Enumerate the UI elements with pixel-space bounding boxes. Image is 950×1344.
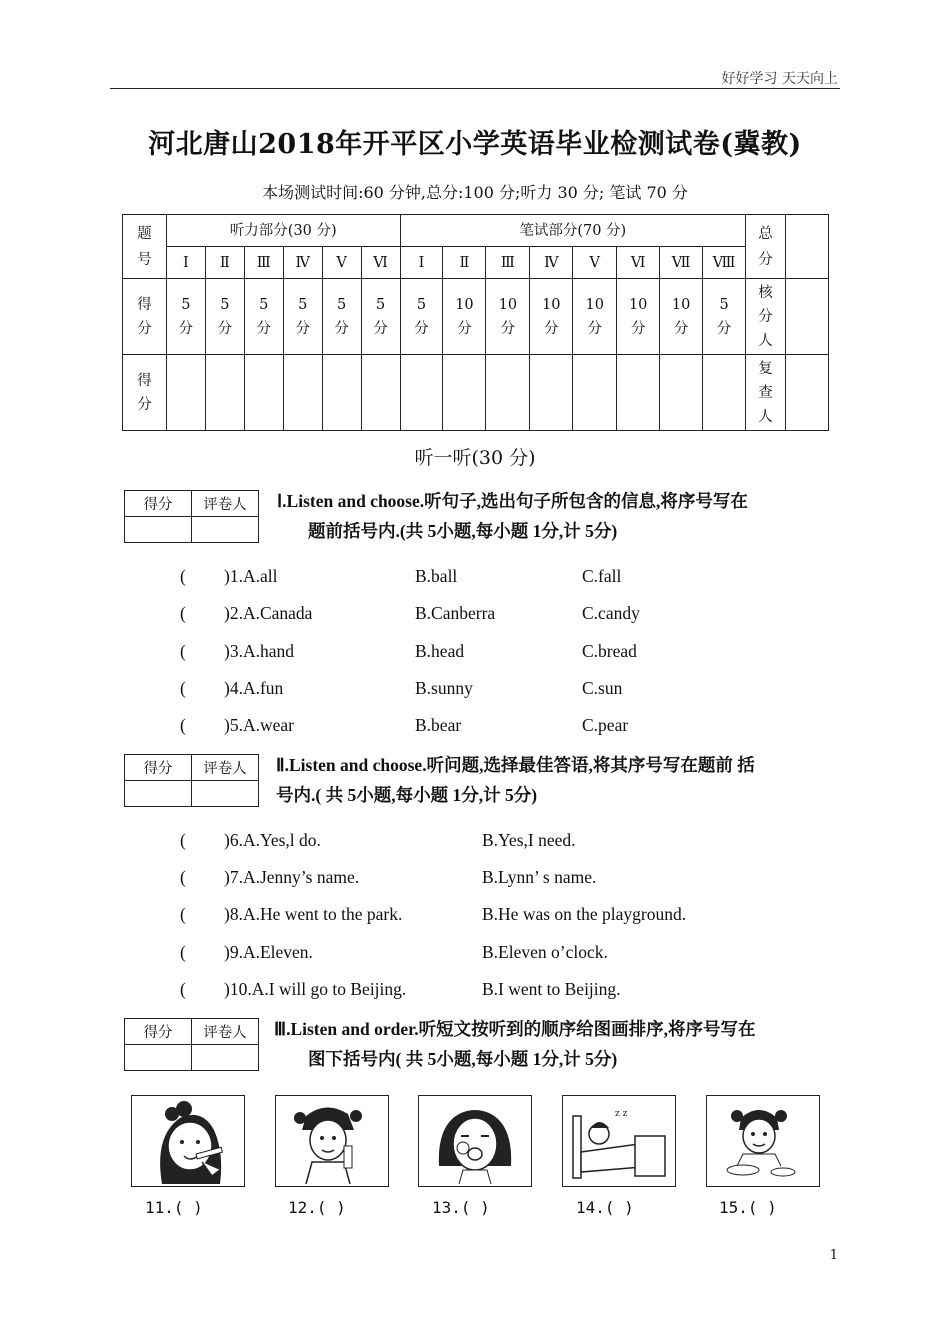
points-cell: 10 分 [486, 279, 530, 355]
picture-label-14[interactable]: 14.( ) [576, 1198, 634, 1217]
points-cell: 10 分 [617, 279, 660, 355]
points-cell: 5 分 [244, 279, 283, 355]
grader-box [124, 754, 259, 807]
total-header: 总分 [746, 215, 786, 279]
score-input-cell[interactable] [486, 355, 530, 431]
numeral-cell: Ⅵ [361, 247, 400, 279]
grader-score-label: 得分 [125, 1019, 192, 1045]
part3-instruction-cont: 图下括号内( 共 5小题,每小题 1分,计 5分) [308, 1049, 618, 1069]
score-input-cell[interactable] [530, 355, 573, 431]
picture-girl-brushing-teeth [131, 1095, 245, 1187]
writing-header: 笔试部分(70 分) [400, 215, 745, 247]
reviewer-label: 复查人 [746, 355, 786, 431]
numeral-cell: Ⅷ [703, 247, 746, 279]
numeral-cell: Ⅳ [530, 247, 573, 279]
option-b: B.bear [415, 715, 462, 735]
part1-instruction: Ⅰ.Listen and choose.听句子,选出句子所包含的信息,将序号写在 [277, 491, 748, 511]
score-input-cell[interactable] [205, 355, 244, 431]
header-slogan: 好好学习 天天向上 [721, 71, 838, 87]
picture-girl-washing-face [275, 1095, 389, 1187]
option-a: )3.A.hand [224, 641, 294, 661]
grader-name-cell[interactable] [192, 781, 259, 807]
option-a: )7.A.Jenny’s name. [224, 867, 360, 887]
col-header-label: 题号 [123, 215, 167, 279]
option-c: C.fall [582, 566, 622, 586]
score-row-label: 得分 [123, 355, 167, 431]
svg-text:z z: z z [615, 1109, 628, 1119]
grader-score-label: 得分 [125, 491, 192, 517]
exam-info: 本场测试时间:60 分钟,总分:100 分;听力 30 分; 笔试 70 分 [262, 183, 688, 202]
numeral-cell: Ⅲ [244, 247, 283, 279]
picture-label-13[interactable]: 13.( ) [432, 1198, 490, 1217]
picture-label-11[interactable]: 11.( ) [145, 1198, 203, 1217]
grader-name-cell[interactable] [192, 517, 259, 543]
points-cell: 5 分 [205, 279, 244, 355]
part2-instruction-cont: 号内.( 共 5小题,每小题 1分,计 5分) [276, 785, 538, 805]
grader-name-label: 评卷人 [192, 755, 259, 781]
option-c: C.sun [582, 678, 623, 698]
picture-girl-with-food [706, 1095, 820, 1187]
answer-paren[interactable]: ( [180, 678, 186, 698]
grader-name-label: 评卷人 [192, 1019, 259, 1045]
score-table [122, 214, 829, 431]
score-input-cell[interactable] [283, 355, 322, 431]
numeral-cell: Ⅳ [283, 247, 322, 279]
numeral-cell: Ⅰ [166, 247, 205, 279]
option-b: B.Canberra [415, 603, 496, 623]
grader-box [124, 490, 259, 543]
picture-girl-in-bed [562, 1095, 676, 1187]
numeral-cell: Ⅴ [573, 247, 617, 279]
option-a: )5.A.wear [224, 715, 294, 735]
checker-label: 核分人 [746, 279, 786, 355]
option-c: C.candy [582, 603, 640, 623]
numeral-cell: Ⅱ [443, 247, 486, 279]
numeral-cell: Ⅴ [322, 247, 361, 279]
option-c: C.pear [582, 715, 629, 735]
score-input-cell[interactable] [660, 355, 703, 431]
numeral-cell: Ⅱ [205, 247, 244, 279]
option-b: B.ball [415, 566, 458, 586]
checker-cell[interactable] [785, 279, 828, 355]
grader-box [124, 1018, 259, 1071]
numeral-cell: Ⅶ [660, 247, 703, 279]
score-input-cell[interactable] [166, 355, 205, 431]
grader-score-cell[interactable] [125, 1045, 192, 1071]
option-b: B.Eleven o’clock. [482, 942, 608, 962]
answer-paren[interactable]: ( [180, 867, 186, 887]
listening-header: 听力部分(30 分) [166, 215, 400, 247]
part1-instruction-cont: 题前括号内.(共 5小题,每小题 1分,计 5分) [308, 521, 618, 541]
part3-instruction: Ⅲ.Listen and order.听短文按听到的顺序给图画排序,将序号写在 [274, 1019, 756, 1039]
answer-paren[interactable]: ( [180, 641, 186, 661]
option-c: C.bread [582, 641, 637, 661]
answer-paren[interactable]: ( [180, 904, 186, 924]
points-cell: 10 分 [660, 279, 703, 355]
option-a: )4.A.fun [224, 678, 284, 698]
option-a: )2.A.Canada [224, 603, 313, 623]
answer-paren[interactable]: ( [180, 942, 186, 962]
option-b: B.head [415, 641, 465, 661]
option-b: B.sunny [415, 678, 473, 698]
points-cell: 10 分 [443, 279, 486, 355]
answer-paren[interactable]: ( [180, 566, 186, 586]
score-row-label: 得分 [123, 279, 167, 355]
option-b: B.I went to Beijing. [482, 979, 621, 999]
score-input-cell[interactable] [361, 355, 400, 431]
part2-instruction: Ⅱ.Listen and choose.听问题,选择最佳答语,将其序号写在题前 括 [276, 755, 755, 775]
numeral-cell: Ⅰ [400, 247, 443, 279]
grader-score-label: 得分 [125, 755, 192, 781]
answer-paren[interactable]: ( [180, 830, 186, 850]
page-title: 河北唐山2018年开平区小学英语毕业检测试卷(冀教) [148, 129, 802, 160]
numeral-cell: Ⅵ [617, 247, 660, 279]
answer-paren[interactable]: ( [180, 979, 186, 999]
points-cell: 5 分 [703, 279, 746, 355]
points-cell: 5 分 [322, 279, 361, 355]
answer-paren[interactable]: ( [180, 715, 186, 735]
option-a: )10.A.I will go to Beijing. [224, 979, 407, 999]
points-cell: 5 分 [283, 279, 322, 355]
answer-paren[interactable]: ( [180, 603, 186, 623]
total-cell[interactable] [785, 215, 828, 279]
option-a: )6.A.Yes,l do. [224, 830, 321, 850]
picture-girl-yawning [418, 1095, 532, 1187]
points-cell: 5 分 [166, 279, 205, 355]
score-input-cell[interactable] [322, 355, 361, 431]
score-input-cell[interactable] [617, 355, 660, 431]
points-cell: 5 分 [361, 279, 400, 355]
option-a: )9.A.Eleven. [224, 942, 313, 962]
option-a: )1.A.all [224, 566, 278, 586]
option-b: B.Yes,I need. [482, 830, 576, 850]
page-number: 1 [829, 1248, 838, 1263]
picture-label-15[interactable]: 15.( ) [719, 1198, 777, 1217]
score-input-cell[interactable] [400, 355, 443, 431]
score-input-cell[interactable] [573, 355, 617, 431]
grader-name-cell[interactable] [192, 1045, 259, 1071]
numeral-cell: Ⅲ [486, 247, 530, 279]
header-rule [110, 88, 840, 89]
grader-score-cell[interactable] [125, 781, 192, 807]
option-b: B.Lynn’ s name. [482, 867, 597, 887]
points-cell: 5 分 [400, 279, 443, 355]
reviewer-cell[interactable] [785, 355, 828, 431]
grader-score-cell[interactable] [125, 517, 192, 543]
score-input-cell[interactable] [703, 355, 746, 431]
listening-section-title: 听一听(30 分) [414, 447, 536, 469]
option-a: )8.A.He went to the park. [224, 904, 403, 924]
grader-name-label: 评卷人 [192, 491, 259, 517]
points-cell: 10 分 [573, 279, 617, 355]
score-input-cell[interactable] [443, 355, 486, 431]
points-cell: 10 分 [530, 279, 573, 355]
option-b: B.He was on the playground. [482, 904, 687, 924]
picture-label-12[interactable]: 12.( ) [288, 1198, 346, 1217]
score-input-cell[interactable] [244, 355, 283, 431]
